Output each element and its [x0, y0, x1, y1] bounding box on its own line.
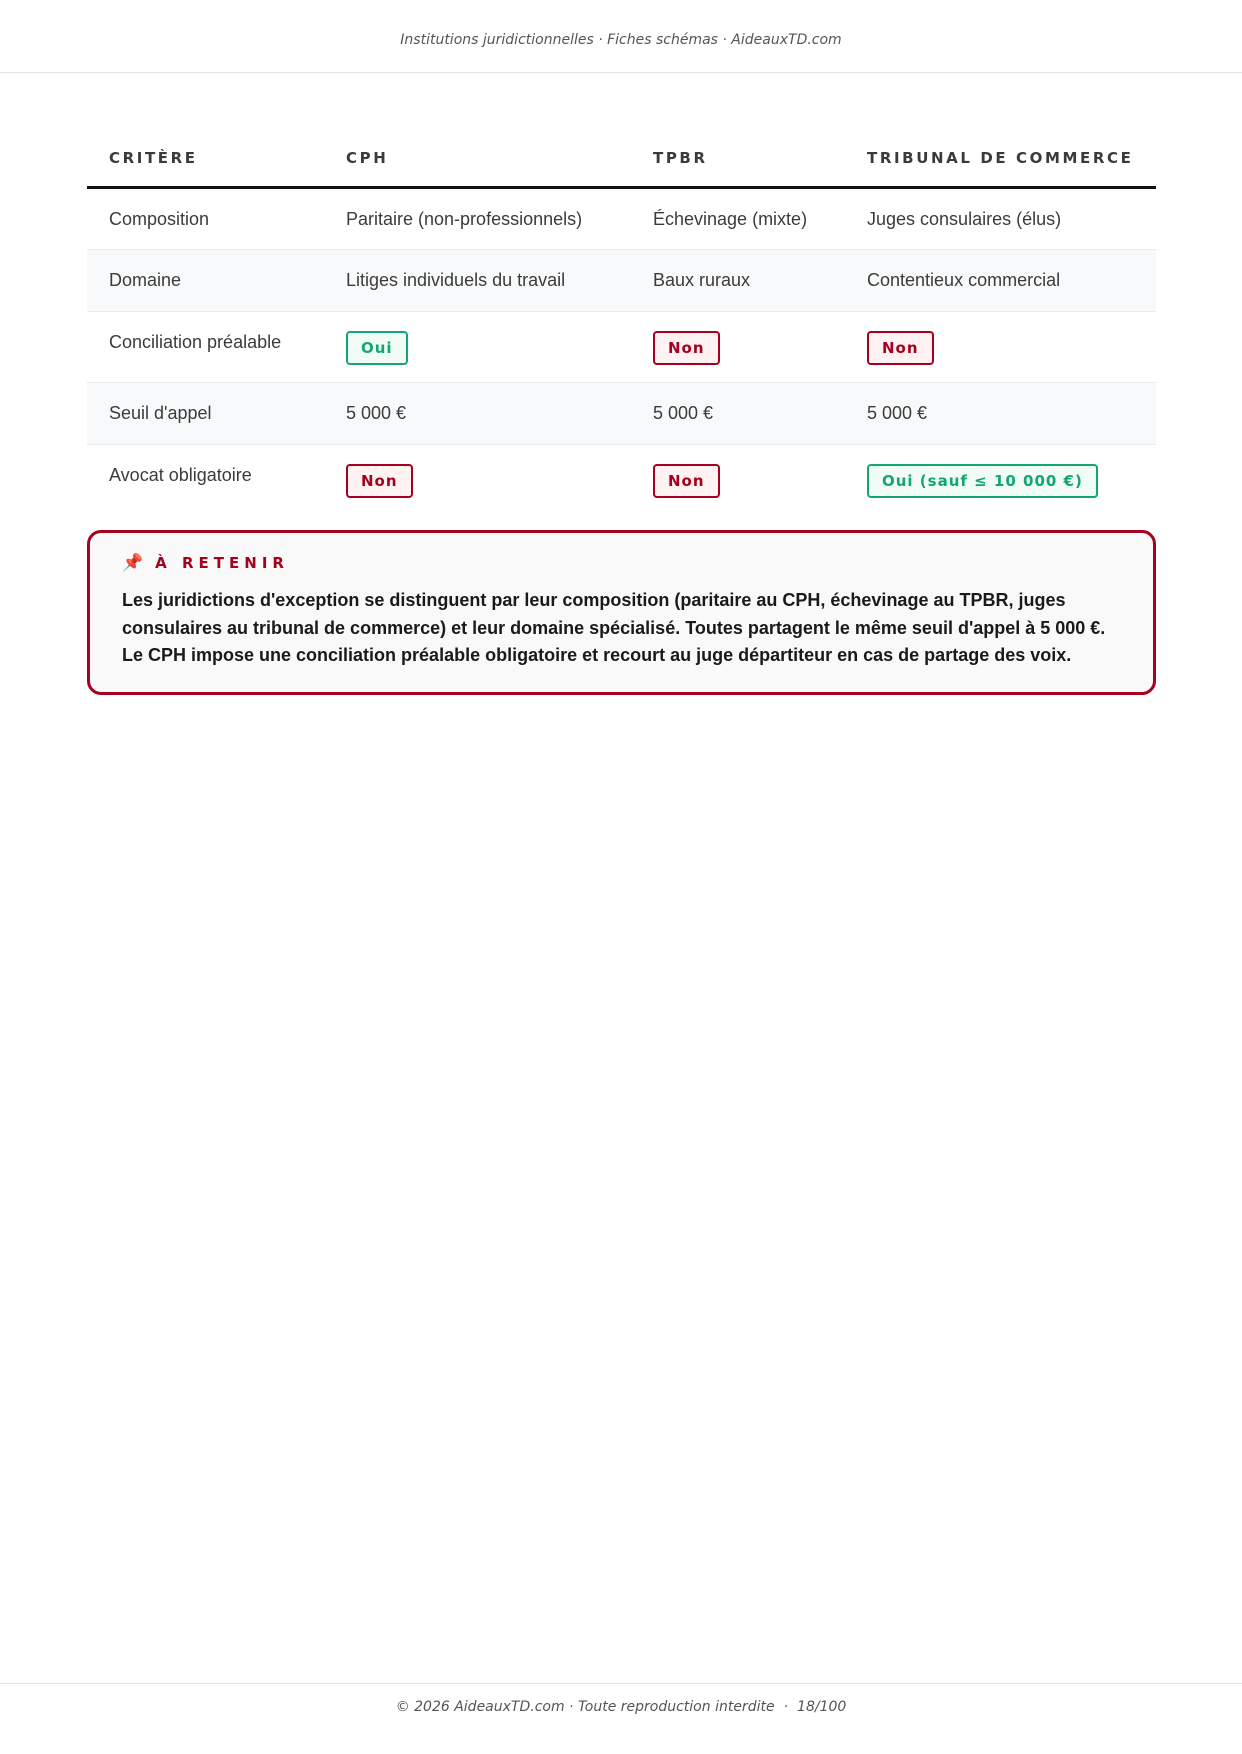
comparison-table-wrapper [87, 130, 1156, 515]
column-header-tpbr: TPBR [631, 130, 845, 187]
cell-commerce [845, 311, 1156, 382]
status-badge-no: Non [867, 331, 934, 365]
callout-body: Les juridictions d'exception se distinguent par leur composition (paritaire au CPH, échevinage au TPBR, juges consulaires au tribunal de commerce) et leur domaine spécialisé. Toutes partagent le même seuil d'appel à 5 000 €. Le CPH impose une conciliation préalable obligatoire et recourt au juge départiteur en cas de partage des voix. [122, 590, 1106, 665]
table-row [87, 187, 1156, 249]
footer-separator: · [783, 1699, 789, 1715]
cell-commerce: Contentieux commercial [845, 249, 1156, 311]
comparison-table [87, 130, 1156, 515]
cell-commerce [845, 444, 1156, 515]
cell-commerce: Juges consulaires (élus) [845, 187, 1156, 249]
header-text: Institutions juridictionnelles · Fiches schémas · AideauxTD.com [400, 32, 842, 48]
cell-criterion: Composition [87, 187, 324, 249]
page-header [0, 0, 1242, 73]
table-header-row [87, 130, 1156, 187]
cell-cph: Litiges individuels du travail [324, 249, 631, 311]
column-header-cph: CPH [324, 130, 631, 187]
callout-heading [122, 553, 1122, 573]
column-header-commerce: TRIBUNAL DE COMMERCE [845, 130, 1156, 187]
cell-cph [324, 311, 631, 382]
callout-title: À RETENIR [155, 554, 289, 572]
key-takeaway-callout [87, 530, 1156, 695]
cell-criterion: Avocat obligatoire [109, 464, 252, 485]
footer-copyright: © 2026 AideauxTD.com · Toute reproduction interdite [395, 1699, 775, 1715]
cell-tpbr [631, 444, 845, 515]
table-row [87, 382, 1156, 444]
page-number: 18/100 [797, 1699, 847, 1715]
cell-commerce: 5 000 € [845, 382, 1156, 444]
cell-criterion: Domaine [87, 249, 324, 311]
status-badge-yes: Oui [346, 331, 408, 365]
cell-tpbr: Échevinage (mixte) [631, 187, 845, 249]
cell-tpbr: 5 000 € [631, 382, 845, 444]
status-badge-no: Non [653, 464, 720, 498]
page-footer [0, 1683, 1242, 1754]
cell-criterion: Seuil d'appel [87, 382, 324, 444]
cell-tpbr [631, 311, 845, 382]
cell-cph: 5 000 € [324, 382, 631, 444]
cell-cph [324, 444, 631, 515]
table-row [87, 311, 1156, 382]
table-row [87, 249, 1156, 311]
status-badge-no: Non [653, 331, 720, 365]
status-badge-yes: Oui (sauf ≤ 10 000 €) [867, 464, 1098, 498]
status-badge-no: Non [346, 464, 413, 498]
cell-cph: Paritaire (non-professionnels) [324, 187, 631, 249]
table-row [87, 444, 1156, 515]
cell-tpbr: Baux ruraux [631, 249, 845, 311]
cell-criterion: Conciliation préalable [87, 311, 324, 382]
column-header-criterion: CRITÈRE [87, 130, 324, 187]
pushpin-icon: 📌 [122, 553, 144, 573]
